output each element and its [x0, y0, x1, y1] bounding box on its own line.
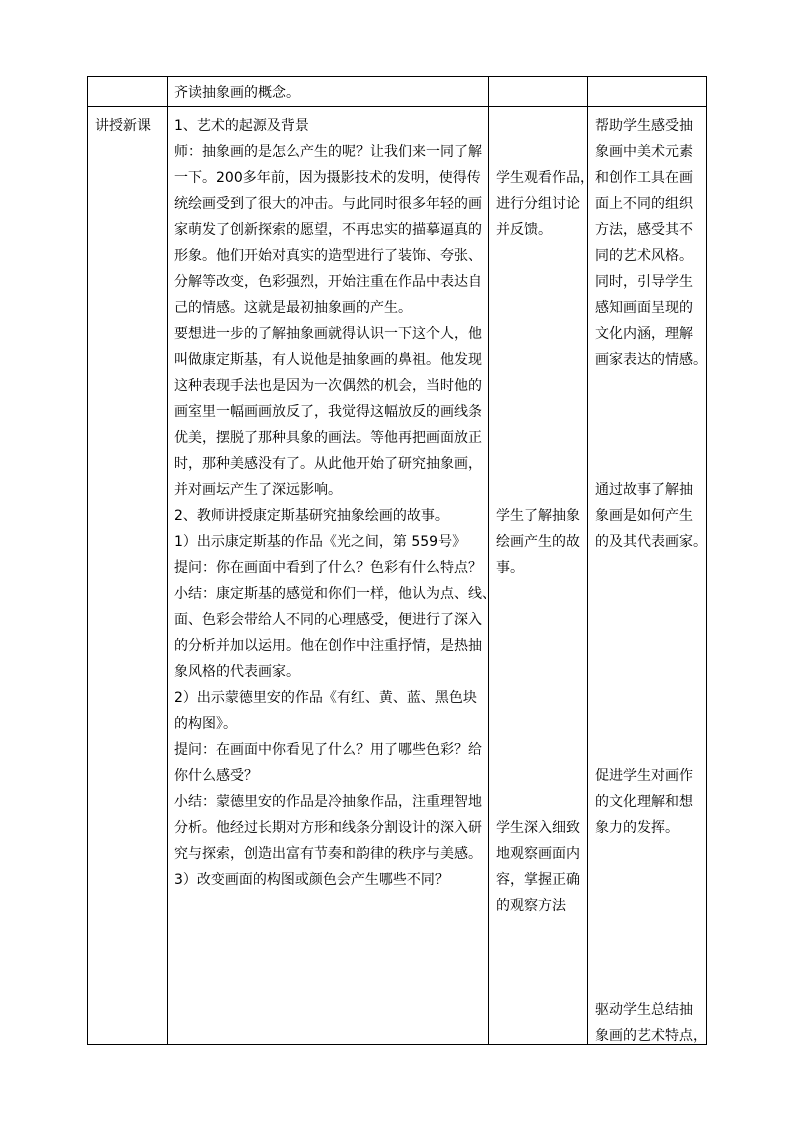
student-activity-line: 的观察方法	[496, 898, 566, 914]
teacher-content-line: 优美，摆脱了那种具象的画法。等他再把画面放正	[174, 430, 482, 446]
teacher-content-line: 的分析并加以运用。他在创作中注重抒情，是热抽	[174, 638, 482, 654]
student-activity-line: 事。	[496, 560, 524, 576]
design-intent-block	[595, 477, 707, 555]
student-activity-block	[496, 815, 580, 919]
student-activity-line: 并反馈。	[496, 222, 552, 238]
teacher-content-line: 面、色彩会带给人不同的心理感受，便进行了深入	[174, 612, 482, 628]
teacher-content-line: 象风格的代表画家。	[174, 664, 300, 680]
design-intent-line: 帮助学生感受抽	[595, 118, 693, 134]
design-intent-line: 的文化理解和想	[595, 794, 693, 810]
table-border-top	[87, 76, 707, 77]
teacher-content-line: 提问：在画面中你看见了什么？用了哪些色彩？给	[174, 742, 482, 758]
design-intent-block	[595, 763, 693, 841]
design-intent-line: 感知画面呈现的	[595, 300, 693, 316]
design-intent-line: 同时，引导学生	[595, 274, 693, 290]
student-activity-line: 绘画产生的故	[496, 534, 580, 550]
teacher-content-line: 分解等改变，色彩强烈，开始注重在作品中表达自	[174, 274, 482, 290]
student-activity-block	[496, 503, 580, 581]
table-column-divider	[167, 76, 168, 1045]
student-activity-line: 学生深入细致	[496, 820, 580, 836]
teacher-content-line: 2）出示蒙德里安的作品《有红、黄、蓝、黑色块	[174, 690, 477, 706]
teacher-content-line: 小结：康定斯基的感觉和你们一样，他认为点、线、	[174, 586, 496, 602]
design-intent-line: 象力的发挥。	[595, 820, 679, 836]
row1-content-text: 齐读抽象画的概念。	[174, 85, 300, 101]
teacher-content-line: 画室里一幅画画放反了，我觉得这幅放反的画线条	[174, 404, 482, 420]
teacher-content-line: 家萌发了创新探索的愿望，不再忠实的描摹逼真的	[174, 222, 482, 238]
teacher-content-line: 己的情感。这就是最初抽象画的产生。	[174, 300, 412, 316]
stage-label: 讲授新课	[95, 118, 151, 134]
teacher-content-line: 1）出示康定斯基的作品《光之间，第 559号》	[174, 534, 467, 550]
teacher-content-line: 统绘画受到了很大的冲击。与此同时很多年轻的画	[174, 196, 482, 212]
teacher-content-line: 一下。200多年前，因为摄影技术的发明，使得传	[174, 170, 481, 186]
student-activity-line: 地观察画面内	[496, 846, 580, 862]
table-row-divider	[87, 106, 707, 107]
teacher-content-line: 时，那种美感没有了。从此他开始了研究抽象画，	[174, 456, 482, 472]
design-intent-line: 方法，感受其不	[595, 222, 693, 238]
design-intent-block	[595, 997, 707, 1049]
teacher-content-line: 要想进一步的了解抽象画就得认识一下这个人，他	[174, 326, 482, 342]
teacher-content-line: 叫做康定斯基，有人说他是抽象画的鼻祖。他发现	[174, 352, 482, 368]
teacher-content-cell	[174, 113, 496, 893]
design-intent-line: 同的艺术风格。	[595, 248, 693, 264]
design-intent-line: 促进学生对画作	[595, 768, 693, 784]
teacher-content-line: 这种表现手法也是因为一次偶然的机会，当时他的	[174, 378, 482, 394]
design-intent-line: 象画的艺术特点，	[595, 1028, 707, 1044]
student-activity-line: 学生了解抽象	[496, 508, 580, 524]
student-activity-block	[496, 165, 594, 243]
teacher-content-line: 并对画坛产生了深远影响。	[174, 482, 342, 498]
row1-content	[174, 80, 300, 106]
design-intent-block	[595, 113, 707, 373]
teacher-content-line: 究与探索，创造出富有节奏和韵律的秩序与美感。	[174, 846, 482, 862]
design-intent-line: 象画是如何产生	[595, 508, 693, 524]
teacher-content-line: 形象。他们开始对真实的造型进行了装饰、夸张、	[174, 248, 482, 264]
teacher-content-line: 1、艺术的起源及背景	[174, 118, 309, 134]
teacher-content-line: 的构图》。	[174, 716, 237, 732]
design-intent-line: 文化内涵，理解	[595, 326, 693, 342]
teacher-content-line: 小结：蒙德里安的作品是冷抽象作品，注重理智地	[174, 794, 482, 810]
design-intent-line: 的及其代表画家。	[595, 534, 707, 550]
table-border-left	[87, 76, 88, 1045]
teacher-content-line: 3）改变画面的构图或颜色会产生哪些不同？	[174, 872, 449, 888]
design-intent-line: 面上不同的组织	[595, 196, 693, 212]
teacher-content-line: 2、教师讲授康定斯基研究抽象绘画的故事。	[174, 508, 449, 524]
design-intent-line: 象画中美术元素	[595, 144, 693, 160]
design-intent-line: 驱动学生总结抽	[595, 1002, 693, 1018]
design-intent-line: 和创作工具在画	[595, 170, 693, 186]
teacher-content-line: 分析。他经过长期对方形和线条分割设计的深入研	[174, 820, 482, 836]
student-activity-line: 进行分组讨论	[496, 196, 580, 212]
teacher-content-line: 你什么感受？	[174, 768, 258, 784]
teacher-content-line: 提问：你在画面中看到了什么？色彩有什么特点？	[174, 560, 482, 576]
stage-cell	[95, 113, 151, 139]
design-intent-line: 通过故事了解抽	[595, 482, 693, 498]
student-activity-line: 学生观看作品，	[496, 170, 594, 186]
student-activity-line: 容，掌握正确	[496, 872, 580, 888]
design-intent-line: 画家表达的情感。	[595, 352, 707, 368]
teacher-content-line: 师：抽象画的是怎么产生的呢？让我们来一同了解	[174, 144, 482, 160]
